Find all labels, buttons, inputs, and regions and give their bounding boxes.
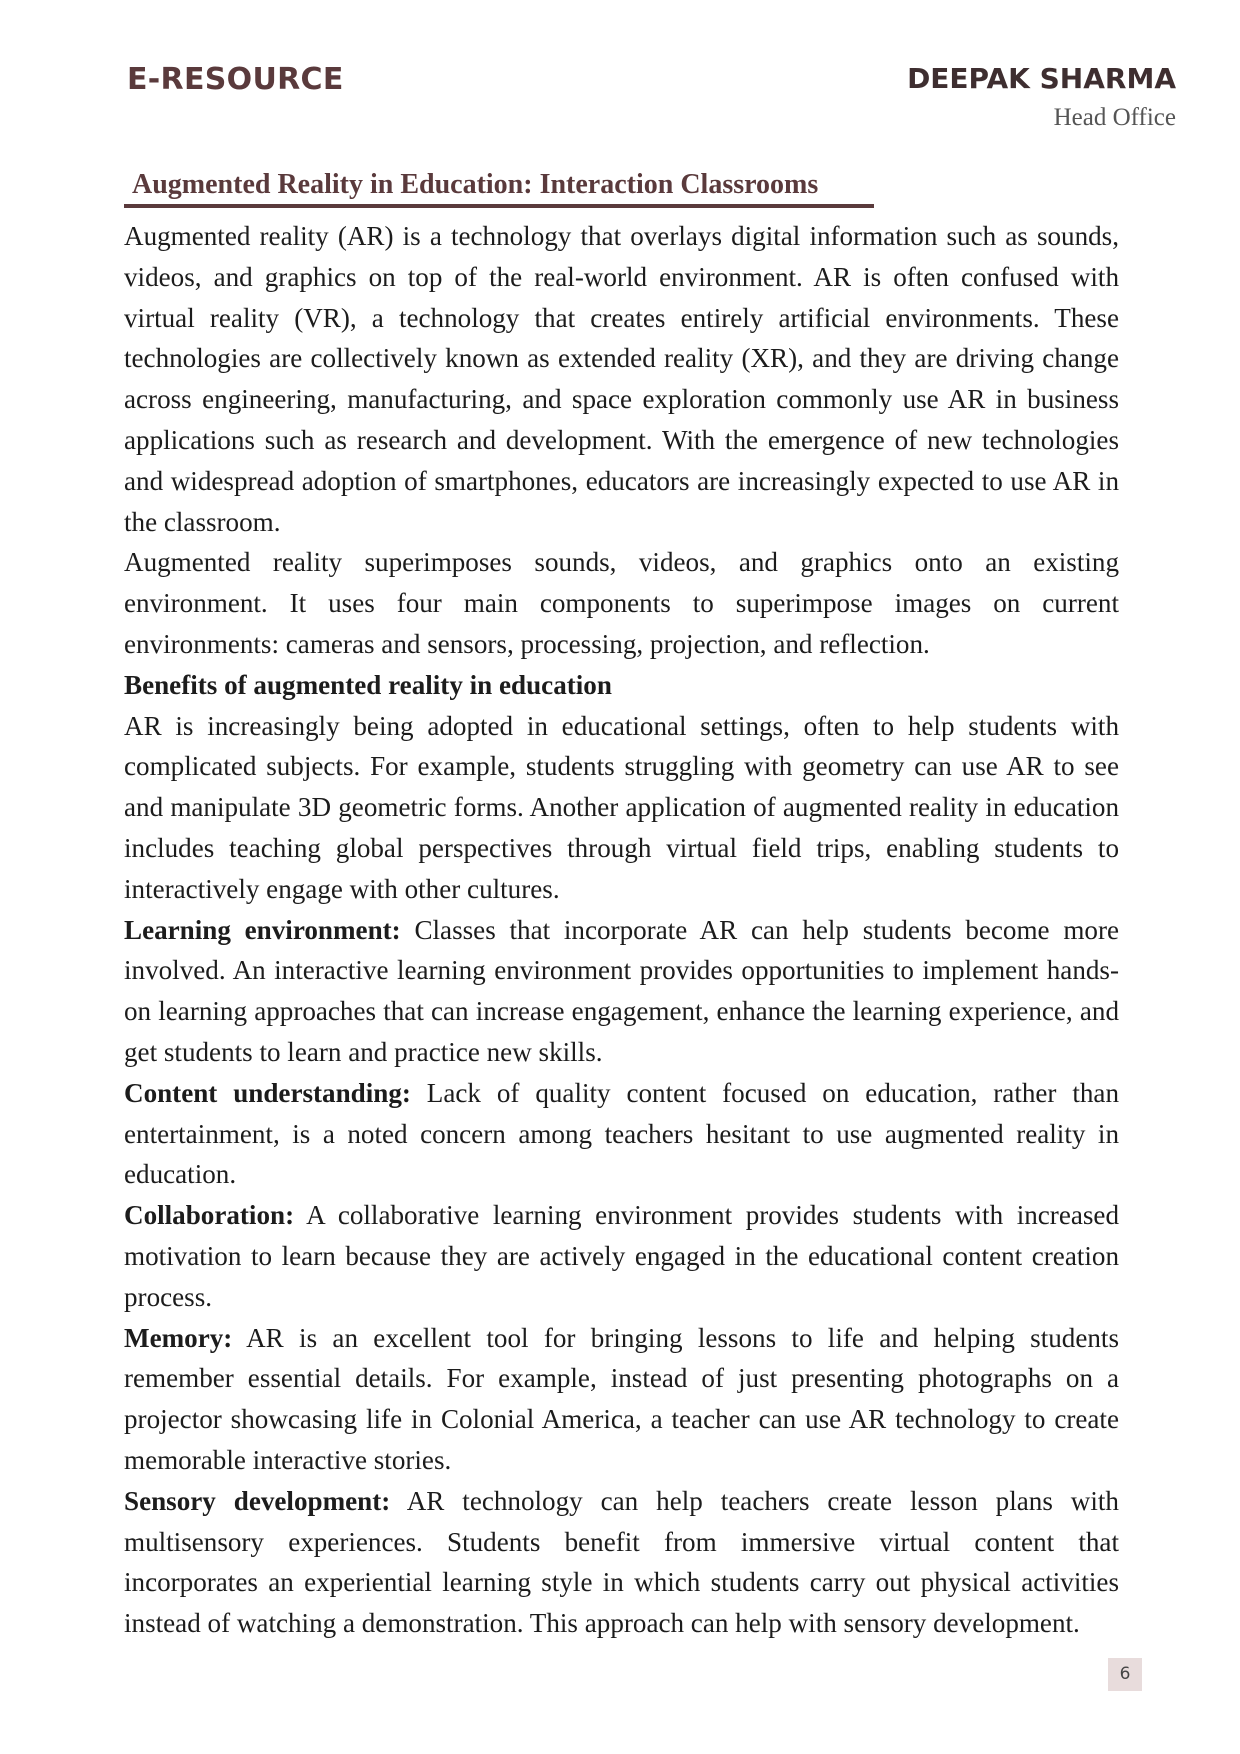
benefit-item	[124, 1481, 1119, 1644]
benefit-term: Memory:	[124, 1322, 233, 1353]
benefit-item	[124, 1318, 1119, 1481]
author-name: DEEPAK SHARMA	[907, 62, 1176, 95]
benefit-text: Lack of quality content focused on education, rather than entertainment, is a noted concern among teachers hesitant to use augmented reality in education.	[124, 1077, 1120, 1190]
intro-paragraph: Augmented reality superimposes sounds, videos, and graphics onto an existing environment. It uses four main components to superimpose images on current environments: cameras and sensors, processing, projection, and reflection.	[124, 547, 1119, 659]
intro-paragraph: Augmented reality (AR) is a technology that overlays digital information such as sounds, videos, and graphics on top of the real-world environment. AR is often confused with virtual reality (VR), a technology that creates entirely artificial environments. These technologies are collectively known as extended reality (XR), and they are driving change across engineering, manufacturing, and space exploration commonly use AR in business applications such as research and development. With the emergence of new technologies and widespread adoption of smartphones, educators are increasingly expected to use AR in the classroom.	[124, 221, 1119, 537]
benefits-paragraph: AR is increasingly being adopted in educational settings, often to help students with complicated subjects. For example, students struggling with geometry can use AR to see and manipulate 3D geometric forms. Another application of augmented reality in education includes teaching global perspectives through virtual field trips, enabling students to interactively engage with other cultures.	[124, 710, 1119, 904]
benefit-item	[124, 1195, 1119, 1317]
benefit-term: Collaboration:	[124, 1200, 295, 1231]
benefit-text: A collaborative learning environment provides students with increased motivation to learn because they are actively engaged in the educational content creation process.	[124, 1200, 1119, 1312]
benefit-term: Sensory development:	[124, 1485, 391, 1516]
benefit-item	[124, 1073, 1119, 1195]
document-body	[124, 216, 1119, 1644]
benefit-item	[124, 910, 1119, 1073]
benefit-text: AR is an excellent tool for bringing lessons to life and helping students remember essential details. For example, instead of just presenting photographs on a projector showcasing life in Colonial America, a teacher can use AR technology to create memorable interactive stories.	[124, 1322, 1119, 1475]
benefit-term: Content understanding:	[124, 1077, 411, 1108]
document-title: Augmented Reality in Education: Interaction Classrooms	[132, 169, 819, 200]
brand-title: E-RESOURCE	[127, 62, 344, 97]
section-heading: Benefits of augmented reality in education	[124, 669, 612, 700]
page-number: 6	[1108, 1658, 1142, 1691]
benefit-text: Classes that incorporate AR can help students become more involved. An interactive learning environment provides opportunities to implement hands-on learning approaches that can increase engagement, enhance the learning experience, and get students to learn and practice new skills.	[124, 914, 1120, 1067]
benefit-term: Learning environment:	[124, 914, 401, 945]
office-label: Head Office	[1053, 104, 1176, 131]
benefit-text: AR technology can help teachers create lesson plans with multisensory experiences. Students benefit from immersive virtual content that incorporates an experiential learning style in which students carry out physical activities instead of watching a demonstration. This approach can help with sensory development.	[124, 1485, 1119, 1639]
document-title-underlined	[124, 168, 874, 208]
